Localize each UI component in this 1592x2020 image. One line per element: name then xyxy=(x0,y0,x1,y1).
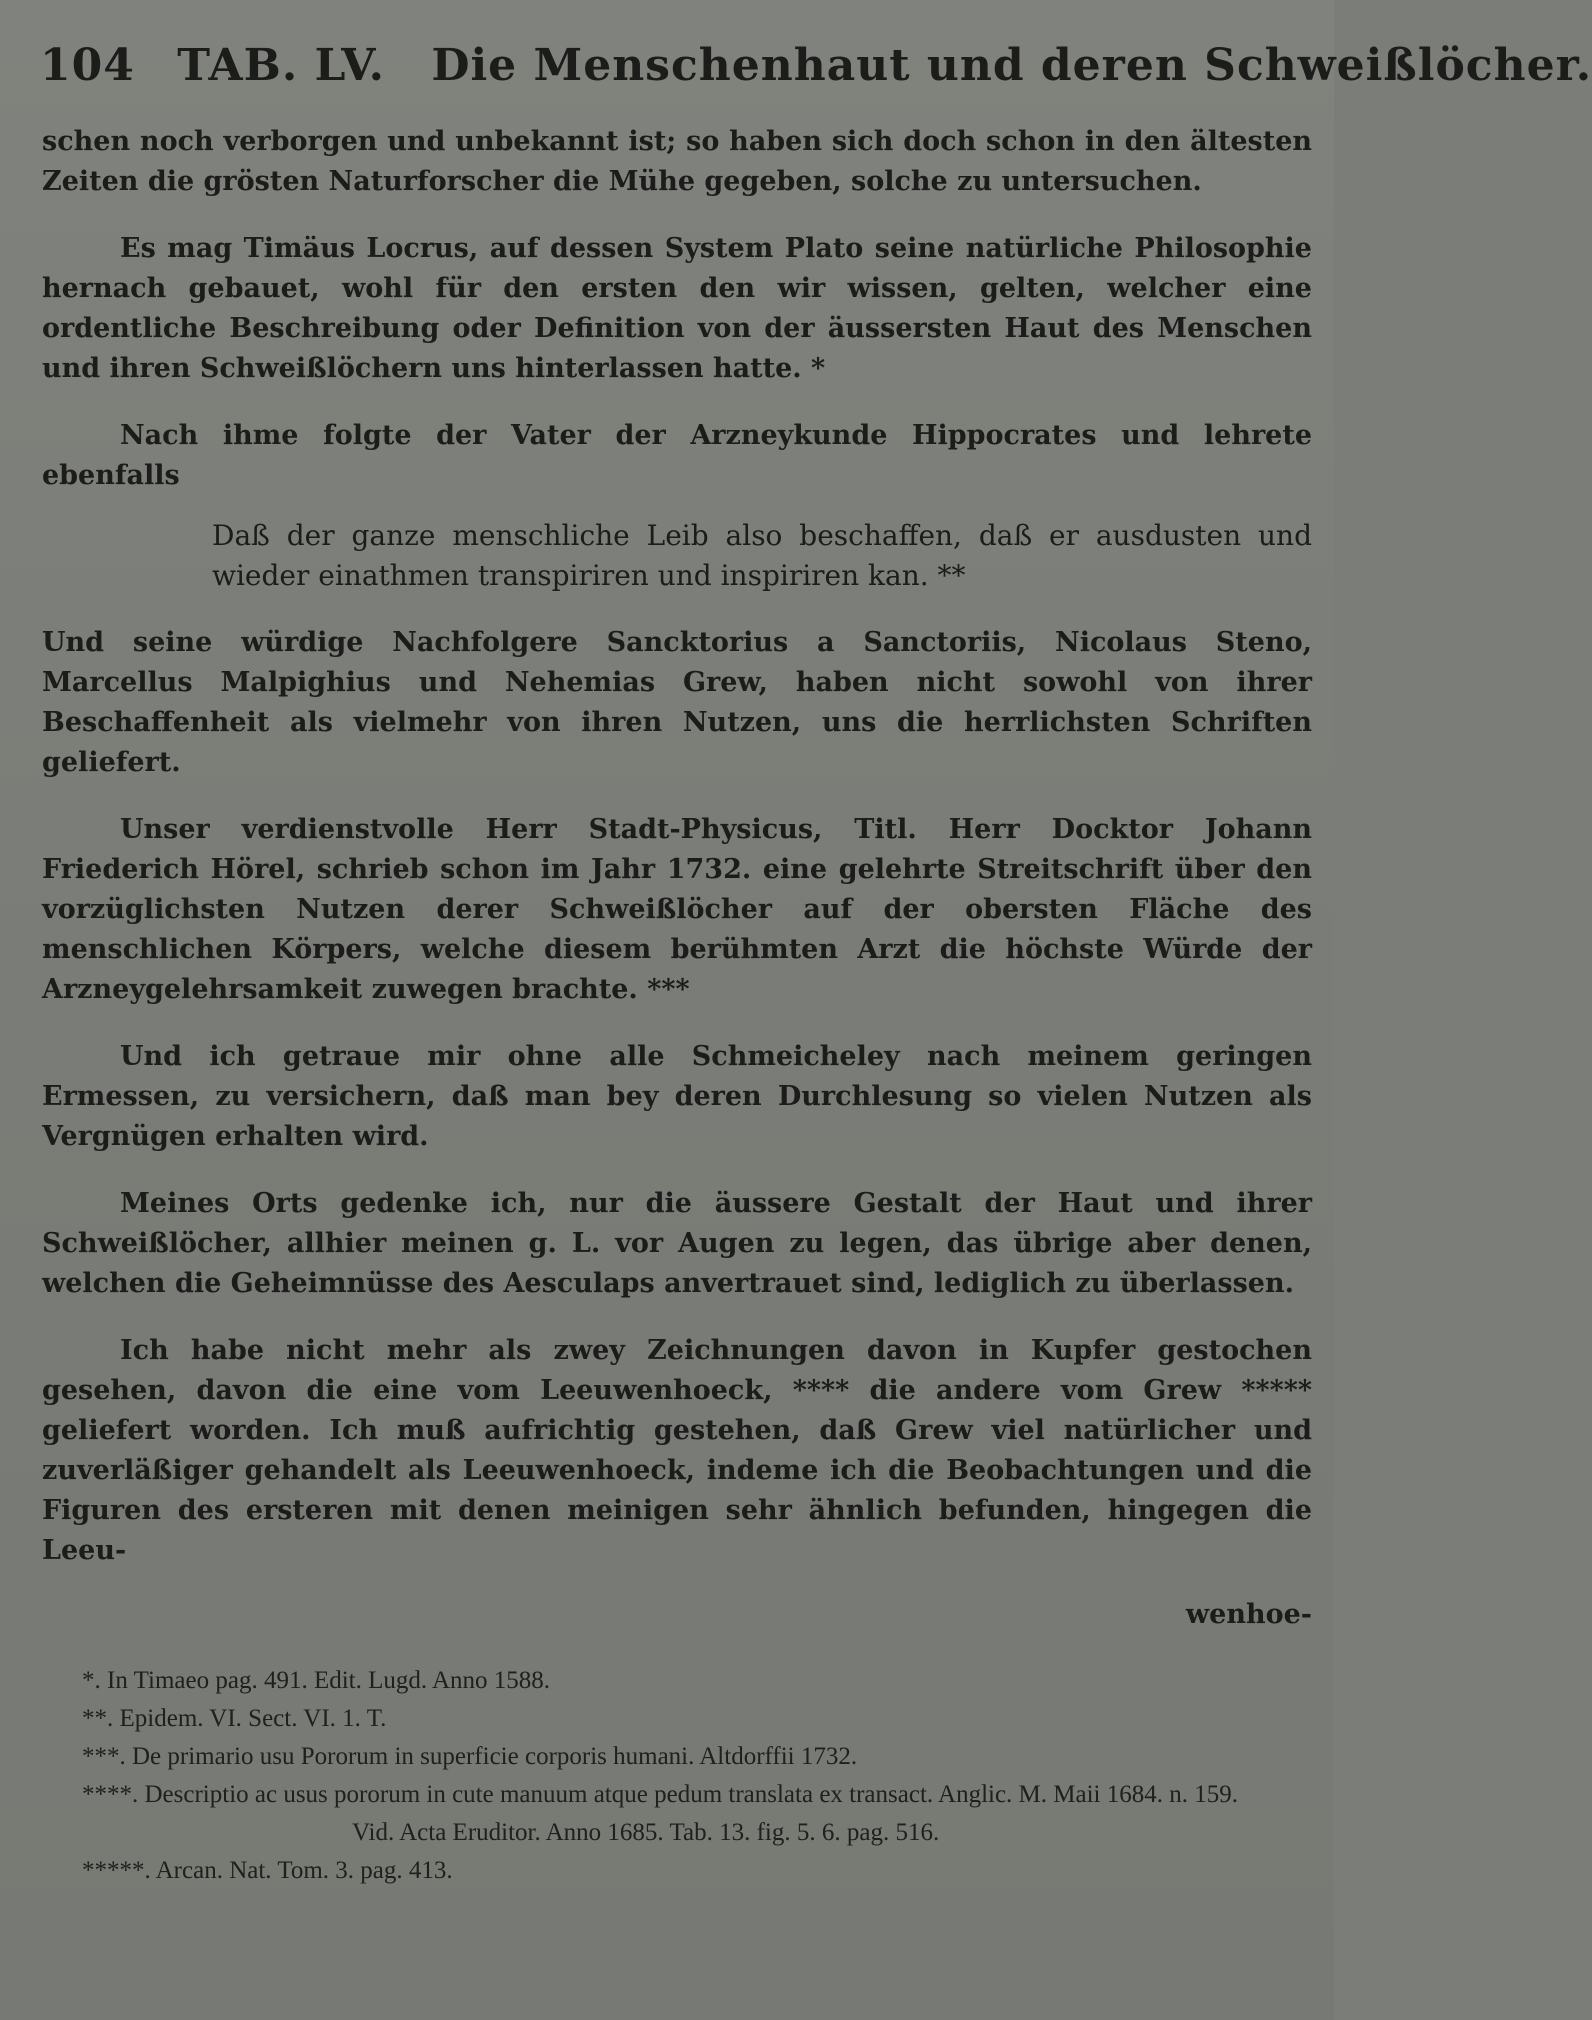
hippocrates-quote: Daß der ganze menschliche Leib also beschaffen, daß er ausdusten und wieder einathmen transpiriren und inspiriren kan. ** xyxy=(212,519,1312,592)
footnote-1: *. In Timaeo pag. 491. Edit. Lugd. Anno 1588. xyxy=(82,1667,551,1694)
paragraph-purpose: Meines Orts gedenke ich, nur die äussere Gestalt der Haut und ihrer Schweißlöcher, allhier meinen g. L. vor Augen zu legen, das übrige aber denen, welchen die Geheimnüsse des Aesculaps anvertrauet sind, lediglich zu überlassen. xyxy=(42,1188,1312,1299)
catchword: wenhoe- xyxy=(1185,1599,1312,1630)
footnote-5: *****. Arcan. Nat. Tom. 3. pag. 413. xyxy=(82,1857,453,1884)
plate-number: TAB. LV. xyxy=(177,40,385,91)
footnotes xyxy=(82,1662,1307,1890)
paragraph-successors: Und seine würdige Nachfolgere Sancktorius a Sanctoriis, Nicolaus Steno, Marcellus Malpighius und Nehemias Grew, haben nicht sowohl von ihrer Beschaffenheit als vielmehr von ihren Nutzen, uns die herrlichsten Schriften geliefert. xyxy=(42,627,1312,778)
paragraph-hippocrates: Nach ihme folgte der Vater der Arzneykunde Hippocrates und lehrete ebenfalls xyxy=(42,420,1312,491)
footnote-4: ****. Descriptio ac usus pororum in cute manuum atque pedum translata ex transact. Anglic. M. Maii 1684. n. 159. xyxy=(82,1781,1239,1808)
page-title: Die Menschenhaut und deren Schweißlöcher. xyxy=(431,40,1592,91)
page-header xyxy=(40,36,1592,96)
main-text xyxy=(42,122,1312,1662)
paragraph-timaeus: Es mag Timäus Locrus, auf dessen System Plato seine natürliche Philosophie hernach gebauet, wohl für den ersten den wir wissen, gelten, welcher eine ordentliche Beschreibung oder Definition von der äussersten Haut des Menschen und ihren Schweißlöchern uns hinterlassen hatte. * xyxy=(42,233,1312,384)
footnote-3: ***. De primario usu Pororum in superficie corporis humani. Altdorffii 1732. xyxy=(82,1743,858,1770)
paragraph-hoerel: Unser verdienstvolle Herr Stadt-Physicus, Titl. Herr Docktor Johann Friederich Hörel, schrieb schon im Jahr 1732. eine gelehrte Streitschrift über den vorzüglichsten Nutzen derer Schweißlöcher auf der obersten Fläche des menschlichen Körpers, welche diesem berühmten Arzt die höchste Würde der Arzneygelehrsamkeit zuwegen brachte. *** xyxy=(42,814,1312,1005)
footnote-2: **. Epidem. VI. Sect. VI. 1. T. xyxy=(82,1705,387,1732)
paragraph-continuation: schen noch verborgen und unbekannt ist; so haben sich doch schon in den ältesten Zeiten die grösten Naturforscher die Mühe gegeben, solche zu untersuchen. xyxy=(42,126,1312,197)
paragraph-drawings: Ich habe nicht mehr als zwey Zeichnungen davon in Kupfer gestochen gesehen, davon die eine vom Leeuwenhoeck, **** die andere vom Grew ***** geliefert worden. Ich muß aufrichtig gestehen, daß Grew viel natürlicher und zuverläßiger gehandelt als Leeuwenhoeck, indeme ich die Beobachtungen und die Figuren des ersteren mit denen meinigen sehr ähnlich befunden, hingegen die Leeu- xyxy=(42,1335,1312,1566)
page-number: 104 xyxy=(40,40,135,91)
footnote-4-reference: Vid. Acta Eruditor. Anno 1685. Tab. 13. fig. 5. 6. pag. 516. xyxy=(352,1819,940,1846)
paragraph-reading: Und ich getraue mir ohne alle Schmeicheley nach meinem geringen Ermessen, zu versichern, daß man bey deren Durchlesung so vielen Nutzen als Vergnügen erhalten wird. xyxy=(42,1041,1312,1152)
